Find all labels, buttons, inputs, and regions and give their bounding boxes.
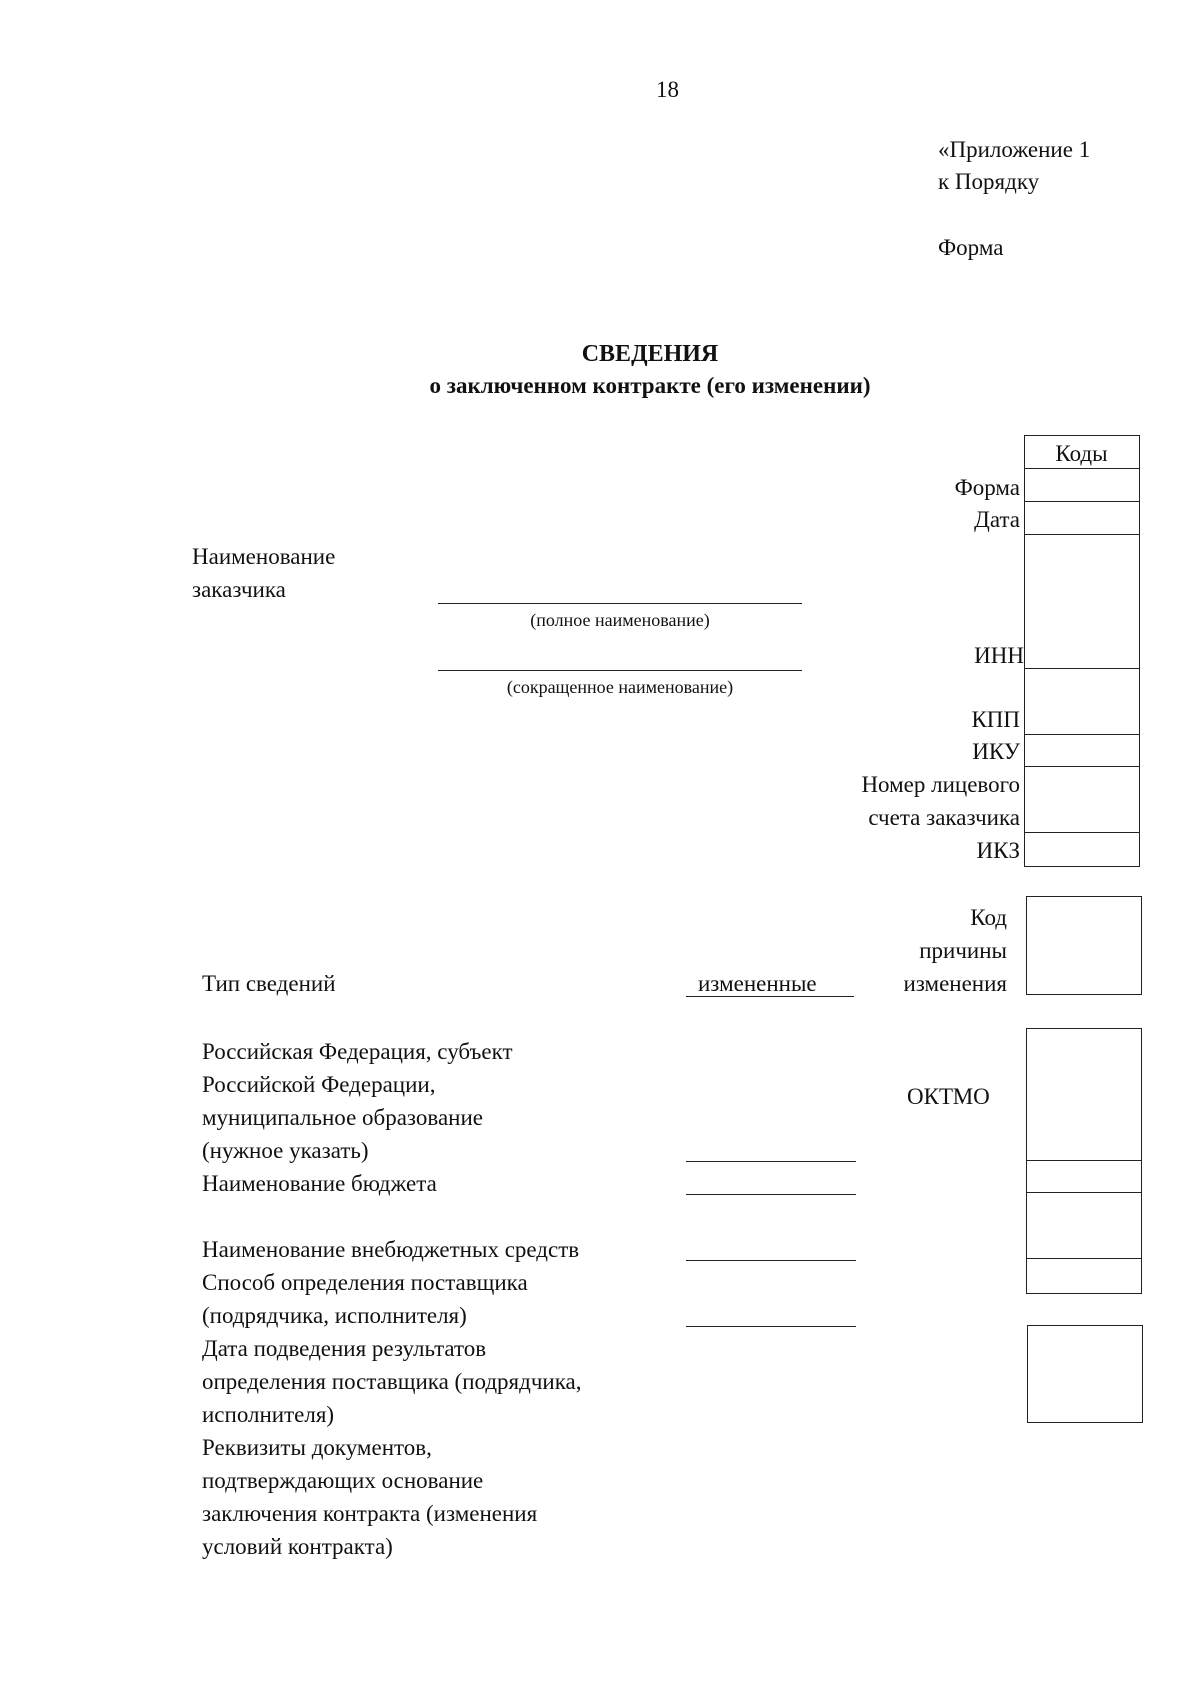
results-date-line-3: исполнителя) <box>202 1402 335 1427</box>
territory-underline <box>686 1161 856 1162</box>
codes-header: Коды <box>1055 441 1108 466</box>
supplier-method-line-1: Способ определения поставщика <box>202 1270 528 1295</box>
change-reason-line-1: Код <box>970 905 1007 930</box>
change-reason-line-2: причины <box>919 938 1007 963</box>
documents-line-1: Реквизиты документов, <box>202 1435 432 1460</box>
codes-column <box>1024 435 1140 867</box>
documents-line-4: условий контракта) <box>202 1534 393 1559</box>
customer-full-name-line <box>438 603 802 604</box>
code-label-data: Дата <box>974 507 1020 532</box>
results-date-line-2: определения поставщика (подрядчика, <box>202 1369 582 1394</box>
codes-cell-divider <box>1025 766 1139 767</box>
offbudget-name-underline <box>686 1260 856 1261</box>
document-title: СВЕДЕНИЯ <box>581 341 719 367</box>
code-label-ikz: ИКЗ <box>976 838 1020 863</box>
codes-cell-divider <box>1025 668 1139 669</box>
budget-name-underline <box>686 1194 856 1195</box>
oktmo-codes-column <box>1026 1028 1142 1294</box>
appendix-line-2: к Порядку <box>938 169 1040 194</box>
page-number: 18 <box>656 77 679 102</box>
info-type-underline <box>686 996 854 997</box>
codes-cell-divider <box>1025 734 1139 735</box>
code-label-account-1: Номер лицевого <box>861 772 1020 797</box>
supplier-method-underline <box>686 1326 856 1327</box>
territory-line-2: Российской Федерации, <box>202 1072 436 1097</box>
code-label-iku: ИКУ <box>972 739 1020 764</box>
customer-label-line-2: заказчика <box>192 577 286 602</box>
offbudget-name-label: Наименование внебюджетных средств <box>202 1237 580 1262</box>
customer-short-name-line <box>438 670 802 671</box>
budget-name-label: Наименование бюджета <box>202 1171 437 1196</box>
oktmo-label: ОКТМО <box>907 1084 990 1109</box>
code-label-kpp: КПП <box>971 707 1020 732</box>
customer-label-line-1: Наименование <box>192 544 336 569</box>
oktmo-cell-divider <box>1027 1192 1141 1193</box>
form-label: Форма <box>938 235 1004 260</box>
territory-line-3: муниципальное образование <box>202 1105 483 1130</box>
oktmo-cell-divider <box>1027 1160 1141 1161</box>
codes-cell-divider <box>1025 832 1139 833</box>
results-date-code-box <box>1027 1325 1143 1423</box>
customer-full-name-caption: (полное наименование) <box>530 610 710 630</box>
results-date-line-1: Дата подведения результатов <box>202 1336 487 1361</box>
code-label-forma: Форма <box>954 475 1020 500</box>
code-label-account-2: счета заказчика <box>868 805 1020 830</box>
documents-line-2: подтверждающих основание <box>202 1468 484 1493</box>
territory-line-1: Российская Федерация, субъект <box>202 1039 513 1064</box>
codes-cell-divider <box>1025 501 1139 502</box>
document-subtitle: о заключенном контракте (его изменении) <box>429 373 871 398</box>
codes-cell-divider <box>1025 468 1139 469</box>
customer-short-name-caption: (сокращенное наименование) <box>506 677 734 697</box>
oktmo-cell-divider <box>1027 1258 1141 1259</box>
territory-line-4: (нужное указать) <box>202 1138 369 1163</box>
info-type-label: Тип сведений <box>202 971 336 996</box>
supplier-method-line-2: (подрядчика, исполнителя) <box>202 1303 467 1328</box>
change-reason-code-box <box>1026 896 1142 995</box>
info-type-value: измененные <box>698 971 817 996</box>
change-reason-line-3: изменения <box>903 971 1007 996</box>
appendix-line-1: «Приложение 1 <box>938 137 1091 162</box>
codes-cell-divider <box>1025 534 1139 535</box>
documents-line-3: заключения контракта (изменения <box>202 1501 538 1526</box>
code-label-inn: ИНН <box>974 643 1024 668</box>
